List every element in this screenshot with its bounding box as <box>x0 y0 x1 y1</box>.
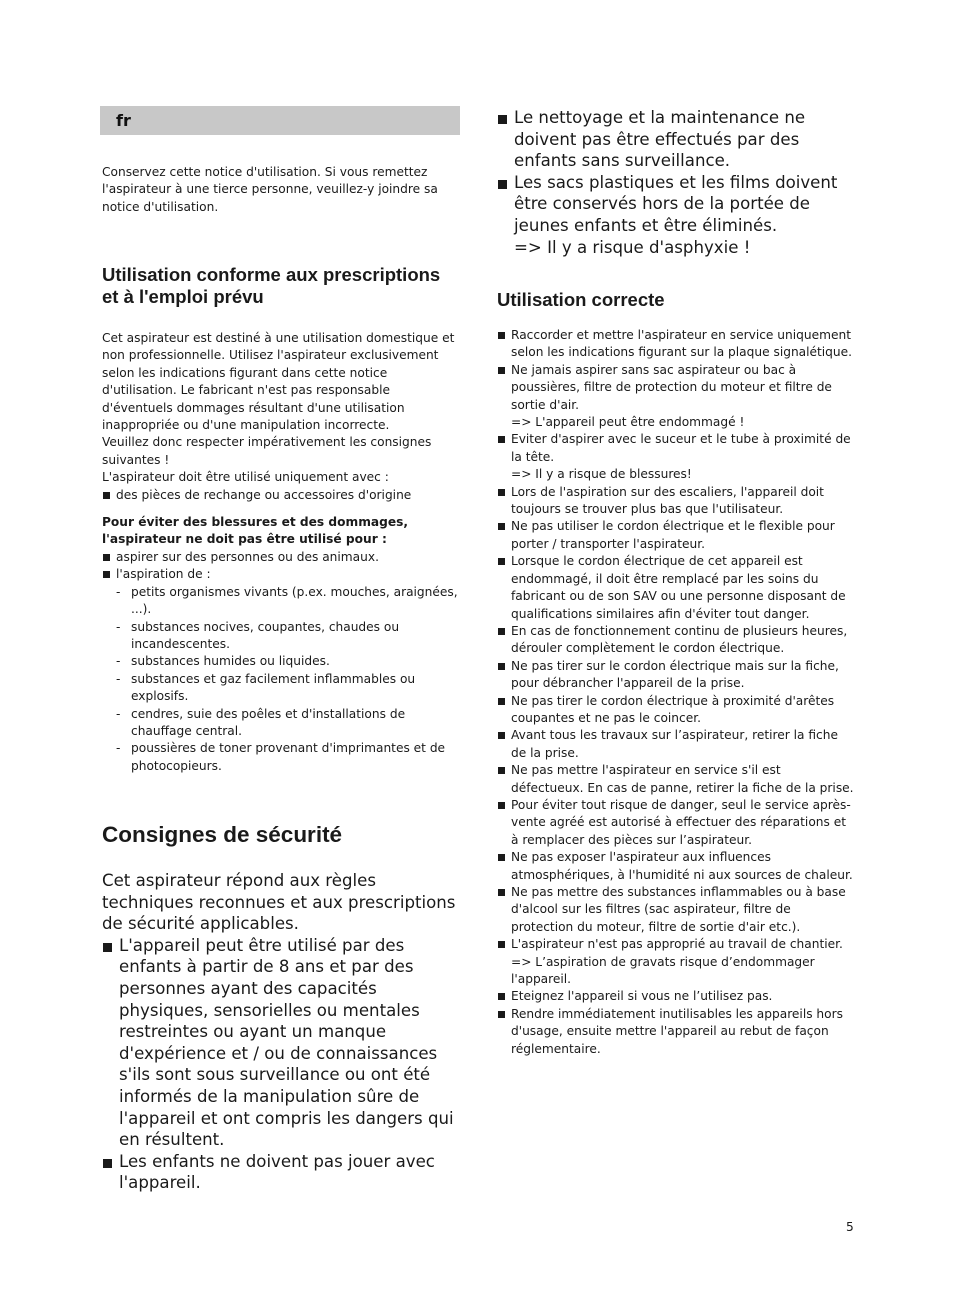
correct-use-list <box>497 327 855 1058</box>
list-item: - substances et gaz facilement inflammables ou explosifs. <box>116 671 460 706</box>
list-item <box>497 362 855 432</box>
safety-heading: Consignes de sécurité <box>102 822 343 847</box>
list-item-text: Lorsque le cordon électrique de cet appareil est endommagé, il doit être remplacé par les soins du fabricant ou de son SAV ou une personne disposant de qualifications similaires afin d'éviter tout danger. <box>511 554 846 621</box>
list-item <box>497 988 855 1005</box>
list-item-text: L'aspirateur n'est pas approprié au travail de chantier. <box>511 937 843 952</box>
list-item-text: Pour éviter tout risque de danger, seul le service après-vente agréé est autorisé à effectuer des réparations et à remplacer des pièces sur l’aspirateur. <box>511 797 851 847</box>
safety-list-right <box>497 107 855 258</box>
list-item-text: Les sacs plastiques et les films doivent être conservés hors de la portée de jeunes enfants et être éliminés. <box>514 172 838 235</box>
list-item <box>497 518 855 553</box>
list-item-text: Ne pas utiliser le cordon électrique et le flexible pour porter / transporter l'aspirateur. <box>511 519 835 551</box>
list-item <box>497 693 855 728</box>
warning-text: Pour éviter des blessures et des dommages, l'aspirateur ne doit pas être utilisé pour : <box>102 515 408 547</box>
list-item-text: Ne pas tirer le cordon électrique à proximité d'arêtes coupantes et ne pas le coincer. <box>511 693 835 725</box>
list-item <box>102 566 460 775</box>
list-item: - substances humides ou liquides. <box>116 653 460 670</box>
page-number: 5 <box>846 1220 854 1234</box>
usage-bullets <box>102 487 460 504</box>
list-item: L'appareil peut être utilisé par des enfants à partir de 8 ans et par des personnes ayant des capacités physiques, sensorielles ou mentales restreintes ou ayant un manque d'expérience et / ou de connaissances s'ils sont sous surveillance ou ont été informés de la manipulation sûre de l'appareil et ont compris les dangers qui en résultent. <box>102 935 460 1151</box>
list-item <box>497 553 855 623</box>
list-item <box>497 623 855 658</box>
list-item <box>497 884 855 936</box>
safety-list-left <box>102 935 460 1194</box>
list-item-text: En cas de fonctionnement continu de plusieurs heures, dérouler complètement le cordon électrique. <box>511 623 848 656</box>
usage-para-3: L'aspirateur doit être utilisé uniquement avec : <box>102 470 389 485</box>
list-item-text: Ne pas exposer l'aspirateur aux influences atmosphériques, à l'humidité ni aux sources de chaleur. <box>511 850 853 882</box>
list-item: des pièces de rechange ou accessoires d'origine <box>102 487 460 504</box>
list-item-text: Ne pas mettre des substances inflammables ou à base d'alcool sur les filtres (sac aspirateur, filtre de protection du moteur, filtre de sortie d'air etc.). <box>511 885 846 934</box>
list-item: - poussières de toner provenant d'imprimantes et de photocopieurs. <box>116 740 460 775</box>
usage-para-1: Cet aspirateur est destiné à une utilisation domestique et non professionnelle. Utilisez l'aspirateur exclusivement selon les indications figurant dans cette notice d'utilisation. Le fabricant n'est pas responsable d'éventuels dommages résultant d'une utilisation inappropriée ou d'une manipulation incorrecte. <box>102 331 455 433</box>
list-item <box>497 658 855 693</box>
list-item-text: Lors de l'aspiration sur des escaliers, l'appareil doit toujours se trouver plus bas que l'utilisateur. <box>511 484 824 517</box>
list-item-text: Ne pas mettre l'aspirateur en service s'il est défectueux. En cas de panne, retirer la fiche de la prise. <box>511 763 854 795</box>
safety-intro: Cet aspirateur répond aux règles techniques reconnues et aux prescriptions de sécurité applicables. <box>102 871 456 934</box>
usage-heading: Utilisation conforme aux prescriptions et à l'emploi prévu <box>102 264 441 307</box>
language-tab: fr <box>100 106 460 135</box>
list-item <box>497 484 855 519</box>
list-item: Les enfants ne doivent pas jouer avec l'appareil. <box>102 1151 460 1194</box>
list-item-text: Eteignez l'appareil si vous ne l’utilisez pas. <box>511 989 773 1004</box>
substances-list <box>102 584 460 775</box>
list-item <box>497 849 855 884</box>
list-item <box>497 1006 855 1058</box>
asphyxia-note: => Il y a risque d'asphyxie ! <box>514 237 751 257</box>
list-item: - cendres, suie des poêles et d'installations de chauffage central. <box>116 706 460 741</box>
list-item-note: => L’aspiration de gravats risque d’endommager l'appareil. <box>511 954 815 987</box>
list-item <box>497 172 855 258</box>
list-item-text: Avant tous les travaux sur l’aspirateur, retirer la fiche de la prise. <box>511 728 838 760</box>
safety-body-left <box>102 870 460 1194</box>
list-item: Le nettoyage et la maintenance ne doivent pas être effectués par des enfants sans surveillance. <box>497 107 855 172</box>
list-item <box>497 327 855 362</box>
list-item <box>497 431 855 483</box>
list-item: - petits organismes vivants (p.ex. mouches, araignées, ...). <box>116 584 460 619</box>
correct-use-heading: Utilisation correcte <box>497 289 665 310</box>
list-item: aspirer sur des personnes ou des animaux. <box>102 549 460 566</box>
list-item <box>497 936 855 988</box>
list-item-text: Eviter d'aspirer avec le suceur et le tube à proximité de la tête. <box>511 432 851 464</box>
list-item-note: => L'appareil peut être endommagé ! <box>511 415 745 430</box>
list-item-text: Rendre immédiatement inutilisables les appareils hors d'usage, ensuite mettre l'appareil au rebut de façon réglementaire. <box>511 1006 843 1056</box>
usage-para-2: Veuillez donc respecter impérativement les consignes suivantes ! <box>102 435 432 467</box>
list-item-label: l'aspiration de : <box>116 567 211 582</box>
list-item-text: Ne pas tirer sur le cordon électrique mais sur la fiche, pour débrancher l'appareil de la prise. <box>511 658 839 691</box>
list-item-text: Ne jamais aspirer sans sac aspirateur ou bac à poussières, filtre de protection du moteur et filtre de sortie d'air. <box>511 362 832 412</box>
list-item-text: Raccorder et mettre l'aspirateur en service uniquement selon les indications figurant sur la plaque signalétique. <box>511 328 853 360</box>
list-item-note: => Il y a risque de blessures! <box>511 467 692 482</box>
intro-text: Conservez cette notice d'utilisation. Si vous remettez l'aspirateur à une tierce personne, veuillez-y joindre sa notice d'utilisation. <box>102 165 438 214</box>
list-item <box>497 797 855 849</box>
list-item <box>497 727 855 762</box>
list-item <box>497 762 855 797</box>
list-item: - substances nocives, coupantes, chaudes ou incandescentes. <box>116 619 460 654</box>
warning-list <box>102 549 460 775</box>
usage-body <box>102 330 460 775</box>
